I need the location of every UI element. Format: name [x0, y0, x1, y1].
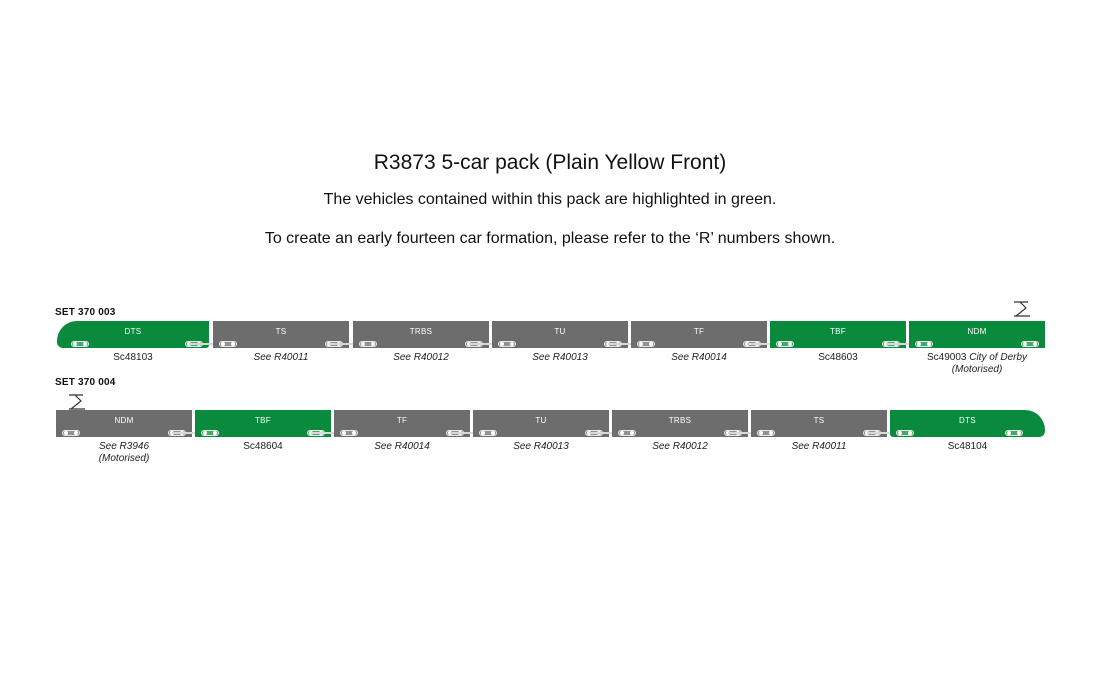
bogie-icon: [340, 430, 358, 436]
car-caption: [875, 441, 1060, 453]
car-caption: [42, 352, 224, 364]
car-code: TU: [535, 416, 547, 425]
set-label: SET 370 003: [55, 307, 116, 318]
car-note: (Motorised): [98, 453, 150, 464]
bogie-icon: [757, 430, 775, 436]
car-reference: See R40012: [393, 352, 449, 363]
bogie-icon: [62, 430, 80, 436]
car-number: Sc48103: [113, 352, 153, 363]
car-code: TF: [693, 327, 705, 336]
car-code: TBF: [254, 416, 271, 425]
bogie-icon: [201, 430, 219, 436]
bogie-icon: [618, 430, 636, 436]
car-code: TRBS: [668, 416, 692, 425]
intro-line-1: The vehicles contained within this pack are highlighted in green.: [323, 191, 777, 208]
car-number: Sc48604: [243, 441, 283, 452]
car-dts: [57, 321, 209, 348]
bogie-icon: [637, 341, 655, 347]
car-reference: See R40013: [532, 352, 588, 363]
set-label: SET 370 004: [55, 377, 116, 388]
car-dts: [890, 410, 1045, 437]
pantograph-icon: [1010, 300, 1034, 316]
bogie-icon: [219, 341, 237, 347]
car-caption: [894, 352, 1060, 376]
car-code: TS: [813, 416, 825, 425]
car-code: TS: [275, 327, 287, 336]
car-number: Sc48104: [947, 441, 988, 452]
car-ndm: [909, 321, 1045, 348]
car-code: DTS: [124, 327, 142, 336]
car-reference: See R40012: [652, 441, 708, 452]
bogie-icon: [896, 430, 914, 436]
car-code: TBF: [829, 327, 846, 336]
bogie-icon: [1021, 341, 1039, 347]
car-code: TRBS: [409, 327, 433, 336]
car-reference: See R3946: [98, 441, 150, 452]
car-reference: See R40014: [374, 441, 430, 452]
car-reference: See R40014: [671, 352, 727, 363]
car-reference: See R40013: [513, 441, 569, 452]
car-reference: See R40011: [253, 352, 309, 363]
intro-line-2: To create an early fourteen car formation, please refer to the ‘R’ numbers shown.: [264, 230, 836, 247]
car-number: Sc49003: [926, 352, 967, 363]
car-code: TF: [396, 416, 408, 425]
bogie-icon: [359, 341, 377, 347]
bogie-icon: [498, 341, 516, 347]
car-code: TU: [554, 327, 566, 336]
page-title: R3873 5-car pack (Plain Yellow Front): [373, 151, 727, 174]
car-note: (Motorised): [951, 364, 1003, 375]
car-code: NDM: [967, 327, 987, 336]
car-reference: City of Derby: [969, 352, 1028, 363]
car-number: Sc48603: [818, 352, 858, 363]
bogie-icon: [71, 341, 89, 347]
bogie-icon: [915, 341, 933, 347]
bogie-icon: [776, 341, 794, 347]
car-code: NDM: [114, 416, 134, 425]
car-reference: See R40011: [791, 441, 847, 452]
bogie-icon: [1005, 430, 1023, 436]
bogie-icon: [479, 430, 497, 436]
pantograph-icon: [65, 393, 89, 409]
car-code: DTS: [959, 416, 976, 425]
